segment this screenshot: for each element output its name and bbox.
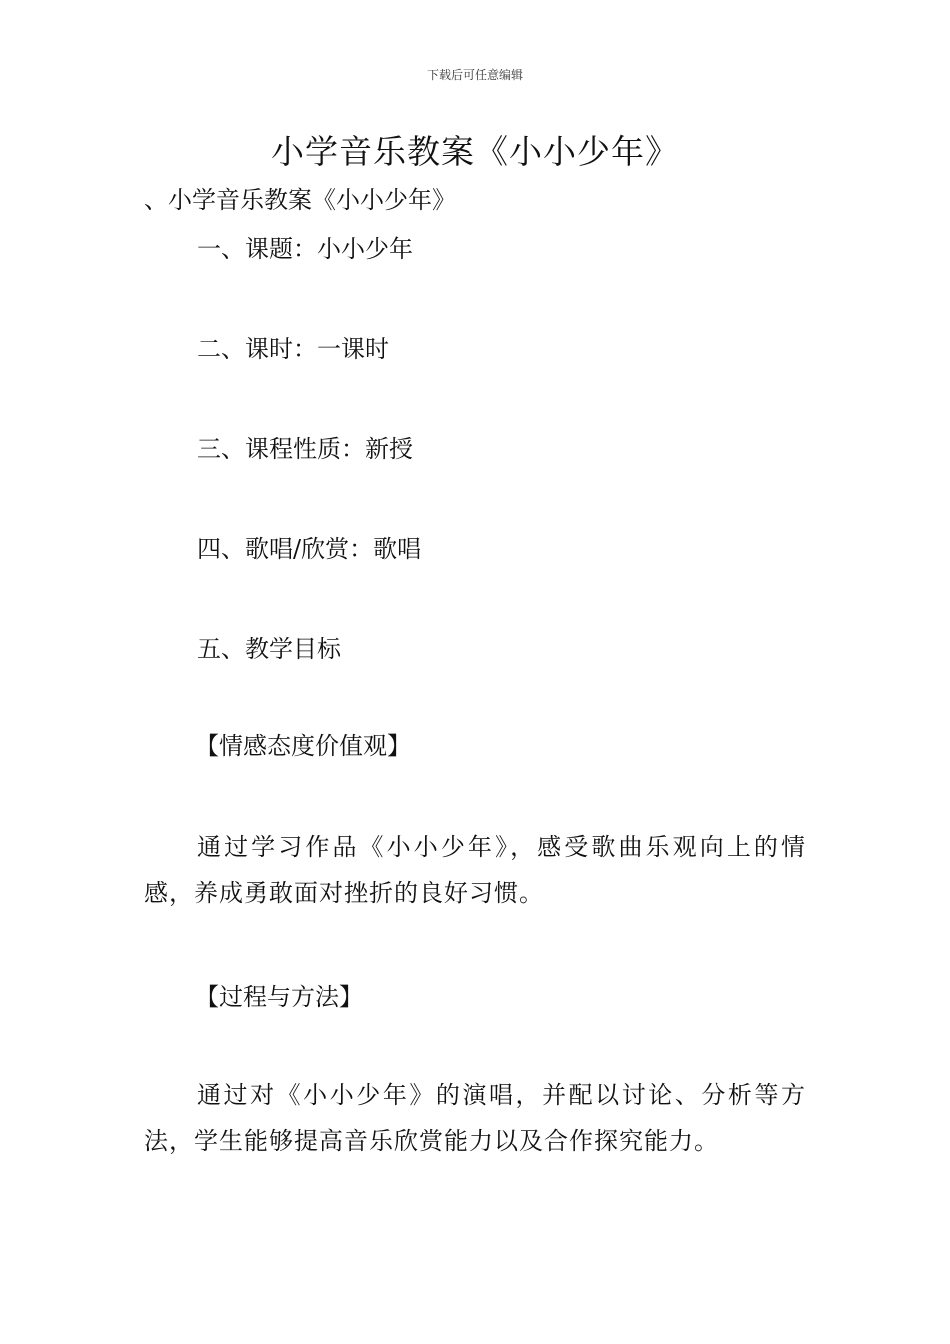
section-heading-process: 【过程与方法】 <box>195 983 363 1011</box>
section-heading-values: 【情感态度价值观】 <box>195 732 411 760</box>
item-activity-type: 四、歌唱/欣赏：歌唱 <box>197 535 422 563</box>
section-text-process: 通过对《小小少年》的演唱，并配以讨论、分析等方法，学生能够提高音乐欣赏能力以及合作探究能力。 <box>144 1081 806 1155</box>
section-text-values: 通过学习作品《小小少年》，感受歌曲乐观向上的情感，养成勇敢面对挫折的良好习惯。 <box>144 833 806 907</box>
item-course-type: 三、课程性质：新授 <box>197 435 413 463</box>
page-header-note: 下载后可任意编辑 <box>426 68 523 82</box>
document-title: 小学音乐教案《小小少年》 <box>271 132 679 171</box>
document-subtitle: 、小学音乐教案《小小少年》 <box>144 186 456 214</box>
item-objectives: 五、教学目标 <box>197 635 341 663</box>
item-duration: 二、课时：一课时 <box>197 335 389 363</box>
item-topic: 一、课题：小小少年 <box>197 235 413 263</box>
